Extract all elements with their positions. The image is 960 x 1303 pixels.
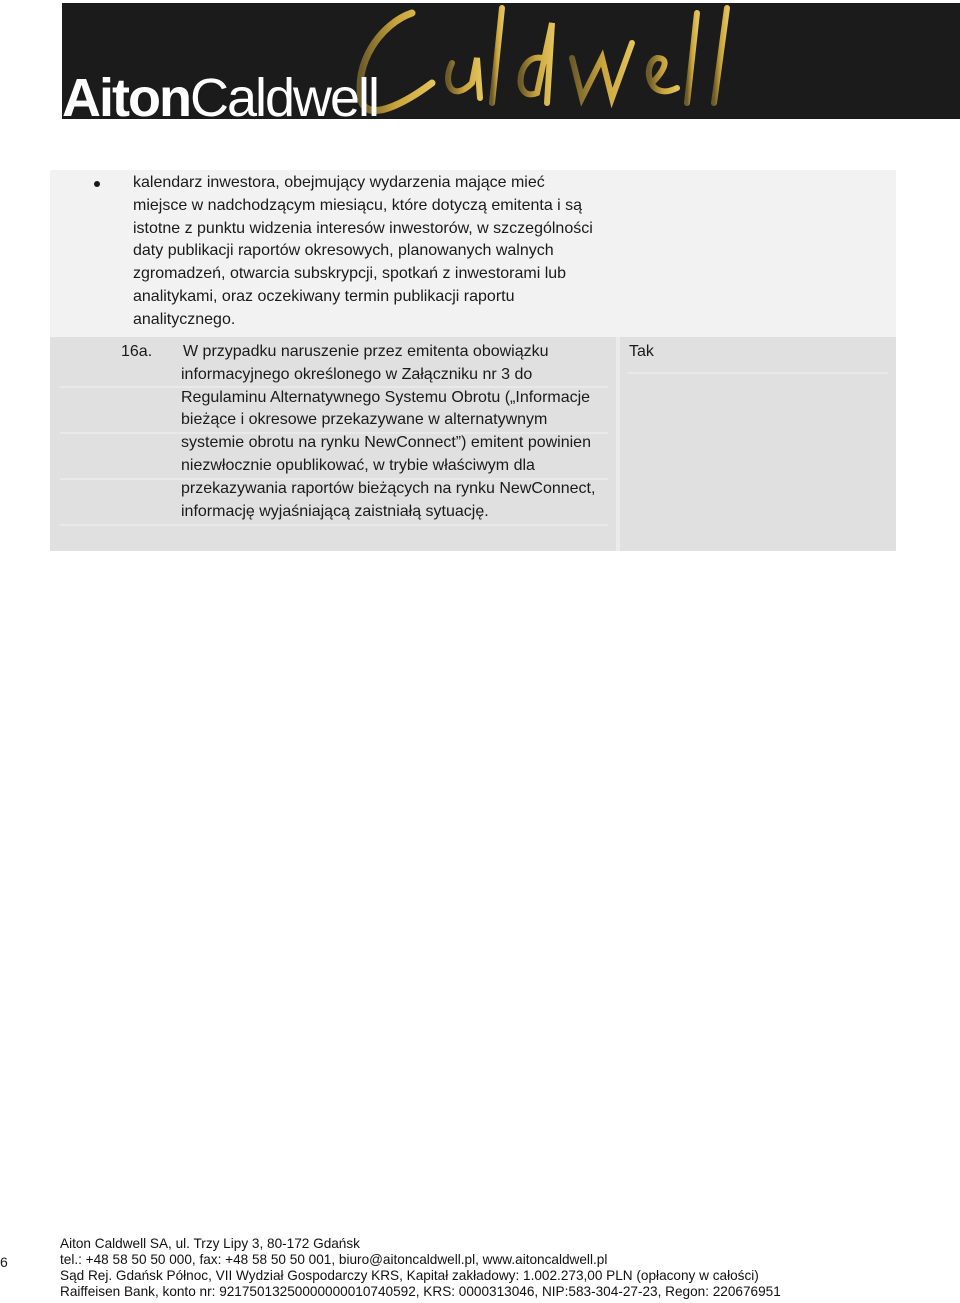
logo-bold-text: Aiton [62,68,190,119]
logo-light-text: Caldwell [189,68,379,119]
row-stripe [628,372,888,374]
bullet-text: kalendarz inwestora, obejmujący wydarzenia mające mieć miejsce w nadchodzącym miesiącu, które dotyczą emitenta i są istotne z punktu widzenia interesów inwestorów, w szczególności daty publikacji raportów okresowych, planowanych walnych zgromadzeń, otwarcia subskrypcji, spotkań z inwestorami lub analitykami, oraz oczekiwany termin publikacji raportu analitycznego. [133,174,593,328]
footer [60,1236,781,1300]
footer-address: Aiton Caldwell SA, ul. Trzy Lipy 3, 80-172 Gdańsk [60,1236,360,1251]
brand-logo [62,68,379,119]
page-number: 6 [0,1254,8,1270]
footer-bank: Raiffeisen Bank, konto nr: 92175013250000000010740592, KRS: 0000313046, NIP:583-304-27-23, Regon: 220676951 [60,1284,781,1299]
row-stripe [60,524,608,526]
column-divider [616,337,620,551]
row-text: W przypadku naruszenie przez emitenta obowiązku informacyjnego określonego w Załączniku nr 3 do Regulaminu Alternatywnego Systemu Obrotu („Informacje bieżące i okresowe przekazywane w alternatywnym systemie obrotu na rynku NewConnect”) emitent powinien niezwłocznie opublikować, w trybie właściwym dla przekazywania raportów bieżących na rynku NewConnect, informację wyjaśniającą zaistniałą sytuację. [181,343,596,520]
footer-contact: tel.: +48 58 50 50 000, fax: +48 58 50 50 001, biuro@aitoncaldwell.pl, www.aitoncaldwell.pl [60,1252,608,1267]
bullet-dot-icon [94,181,100,187]
row-answer: Tak [629,343,654,360]
row-number: 16a. [121,343,153,360]
footer-registry: Sąd Rej. Gdańsk Północ, VII Wydział Gospodarczy KRS, Kapitał zakładowy: 1.002.273,00 PLN (opłacony w całości) [60,1268,759,1283]
header-banner [62,3,960,119]
